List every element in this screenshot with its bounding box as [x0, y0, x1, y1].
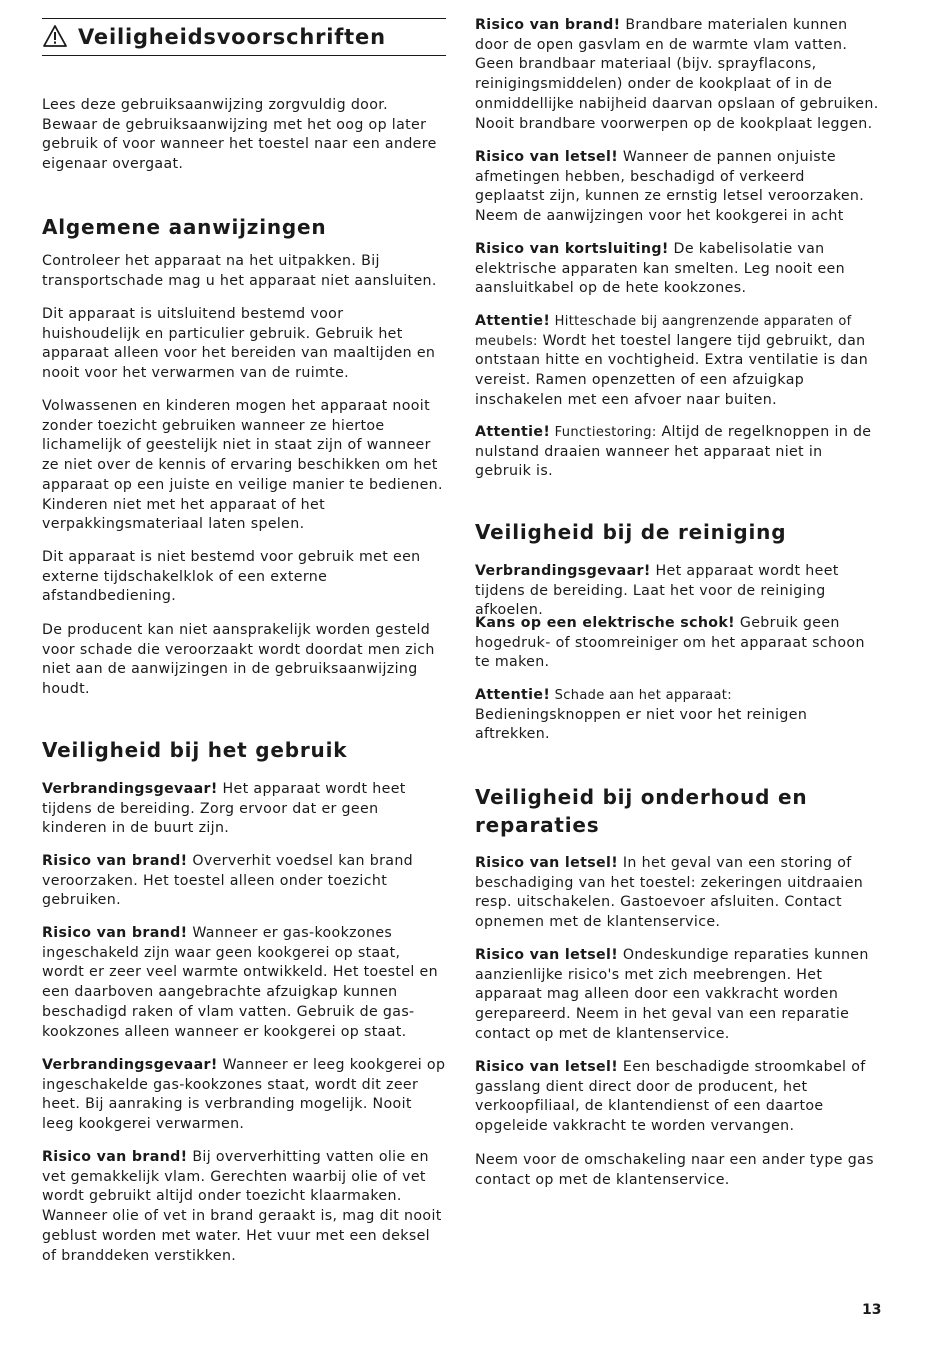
warning-paragraph [42, 780, 446, 839]
warning-paragraph [475, 312, 879, 411]
warning-paragraph [42, 852, 446, 911]
general-paragraph: Volwassenen en kinderen mogen het apparaat nooit zonder toezicht gebruiken wanneer ze hiertoe lichamelijk of geestelijk niet in staat zijn of wanneer ze niet over de kennis of ervaring beschikken om het apparaat op een juiste en veilige manier te bedienen. Kinderen niet met het apparaat of het verpakkingsmateriaal laten spelen. [42, 398, 443, 533]
warning-paragraph [475, 946, 879, 1045]
warning-paragraph [475, 423, 879, 482]
warning-label: Risico van kortsluiting! [475, 241, 669, 257]
intro-paragraph: Lees deze gebruiksaanwijzing zorgvuldig door. Bewaar de gebruiksaanwijzing met het oog op later gebruik of voor wanneer het toestel naar een andere eigenaar overgaat. [42, 97, 437, 173]
general-paragraph: Dit apparaat is niet bestemd voor gebruik met een externe tijdschakelklok of een externe afstandbediening. [42, 549, 421, 605]
warning-paragraph [42, 1056, 446, 1135]
warning-paragraph [475, 562, 879, 621]
general-paragraph: Controleer het apparaat na het uitpakken. Bij transportschade mag u het apparaat niet aansluiten. [42, 253, 437, 289]
warning-text: Brandbare materialen kunnen door de open gasvlam en de warmte vlam vatten. Geen brandbaar materiaal (bijv. sprayflacons, reinigingsmiddelen) onder de kookplaat of in de onmiddellijke nabijheid daarvan opslaan of gebruiken. Nooit brandbare voorwerpen op de kookplaat leggen. [475, 17, 879, 132]
warning-subject: Hitteschade bij aangrenzende apparaten of meubels: [475, 314, 852, 349]
warning-text: Wanneer de pannen onjuiste afmetingen hebben, beschadigd of verkeerd geplaatst zijn, kunnen ze ernstig letsel veroorzaken. Neem de aanwijzingen voor het kookgerei in acht [475, 149, 865, 225]
warning-paragraph [42, 1148, 446, 1266]
warning-text: Een beschadigde stroomkabel of gasslang dient direct door de producent, het verkoopfiliaal, de klantendienst of een daartoe opgeleide vakkracht te worden vervangen. [475, 1059, 866, 1135]
warning-label: Risico van brand! [42, 925, 188, 941]
general-paragraph: Dit apparaat is uitsluitend bestemd voor huishoudelijk en particulier gebruik. Gebruik het apparaat alleen voor het bereiden van maaltijden en nooit voor het verwarmen van de ruimte. [42, 306, 436, 382]
warning-text: Het apparaat wordt heet tijdens de bereiding. Zorg ervoor dat er geen kinderen in de buurt zijn. [42, 781, 406, 837]
warning-paragraph [475, 148, 879, 227]
warning-paragraph [42, 924, 446, 1042]
warning-label: Attentie! [475, 424, 551, 440]
warning-label: Risico van brand! [42, 1149, 188, 1165]
warning-label: Risico van letsel! [475, 149, 619, 165]
warning-label: Verbrandingsgevaar! [475, 563, 651, 579]
warning-text: Wanneer er leeg kookgerei op ingeschakelde gas-kookzones staat, wordt dit zeer heet. Bij aanraking is verbranding mogelijk. Nooit leeg kookgerei verwarmen. [42, 1057, 446, 1133]
warning-paragraph [475, 1058, 879, 1137]
cleaning-heading: Veiligheid bij de reiniging [475, 520, 787, 544]
warning-label: Risico van letsel! [475, 947, 619, 963]
warning-text: Bedieningsknoppen er niet voor het reinigen aftrekken. [475, 706, 808, 743]
warning-label: Risico van letsel! [475, 855, 619, 871]
warning-triangle-icon [42, 23, 68, 49]
warning-text: Altijd de regelknoppen in de nulstand draaien wanneer het apparaat niet in gebruik is. [475, 424, 872, 480]
warning-label: Verbrandingsgevaar! [42, 1057, 218, 1073]
warning-text: Ondeskundige reparaties kunnen aanzienlijke risico's met zich meebrengen. Het apparaat mag alleen door een vakkracht worden gerepareerd. Neem in het geval van een reparatie contact op met de klantenservice. [475, 947, 869, 1042]
maintenance-heading: Veiligheid bij onderhoud en reparaties [475, 785, 808, 837]
warning-paragraph [475, 240, 879, 299]
general-paragraph: De producent kan niet aansprakelijk worden gesteld voor schade die veroorzaakt wordt doordat men zich niet aan de aanwijzingen in de gebruiksaanwijzing houdt. [42, 622, 435, 698]
warning-label: Risico van brand! [475, 17, 621, 33]
warning-paragraph [475, 854, 879, 933]
warning-label: Attentie! [475, 313, 551, 329]
warning-text: Bij oververhitting vatten olie en vet gemakkelijk vlam. Gerechten waarbij olie of vet wordt gebruikt altijd onder toezicht klaarmaken. Wanneer olie of vet in brand geraakt is, mag dit nooit geblust worden met water. Het vuur met een deksel of branddeken verstikken. [42, 1149, 442, 1264]
usage-heading: Veiligheid bij het gebruik [42, 738, 348, 762]
warning-text: De kabelisolatie van elektrische apparaten kan smelten. Leg nooit een aansluitkabel op de hete kookzones. [475, 241, 845, 297]
warning-text: Het apparaat wordt heet tijdens de bereiding. Laat het voor de reiniging afkoelen. [475, 563, 839, 619]
warning-label: Verbrandingsgevaar! [42, 781, 218, 797]
warning-subject: Schade aan het apparaat: [550, 688, 732, 703]
warning-label: Attentie! [475, 687, 551, 703]
warning-text: In het geval van een storing of beschadiging van het toestel: zekeringen uitdraaien resp. uitschakelen. Gastoevoer afsluiten. Contact opnemen met de klantenservice. [475, 855, 864, 931]
closing-paragraph: Neem voor de omschakeling naar een ander type gas contact op met de klantenservice. [475, 1152, 874, 1188]
warning-text: Gebruik geen hogedruk- of stoomreiniger om het apparaat schoon te maken. [475, 615, 865, 671]
warning-label: Risico van letsel! [475, 1059, 619, 1075]
page-title: Veiligheidsvoorschriften [78, 25, 386, 49]
warning-paragraph [475, 614, 879, 673]
warning-text: Oververhit voedsel kan brand veroorzaken. Het toestel alleen onder toezicht gebruiken. [42, 853, 414, 909]
page-title-bar [42, 18, 446, 56]
general-heading: Algemene aanwijzingen [42, 215, 327, 239]
warning-paragraph [475, 16, 879, 134]
warning-paragraph [475, 686, 879, 745]
warning-subject: Functiestoring: [550, 425, 657, 440]
warning-text: Wordt het toestel langere tijd gebruikt, dan ontstaan hitte en vochtigheid. Extra ventilatie is dan vereist. Ramen openzetten of een afzuigkap inschakelen met een afvoer naar buiten. [475, 332, 869, 408]
warning-label: Risico van brand! [42, 853, 188, 869]
page-number: 13 [862, 1302, 882, 1318]
warning-label: Kans op een elektrische schok! [475, 615, 735, 631]
warning-text: Wanneer er gas-kookzones ingeschakeld zijn waar geen kookgerei op staat, wordt er zeer veel warmte ontwikkeld. Het toestel en een daarboven aangebrachte afzuigkap kunnen beschadigd raken of vlam vatten. Gebruik de gas-kookzones alleen wanneer er kookgerei op staat. [42, 925, 438, 1040]
